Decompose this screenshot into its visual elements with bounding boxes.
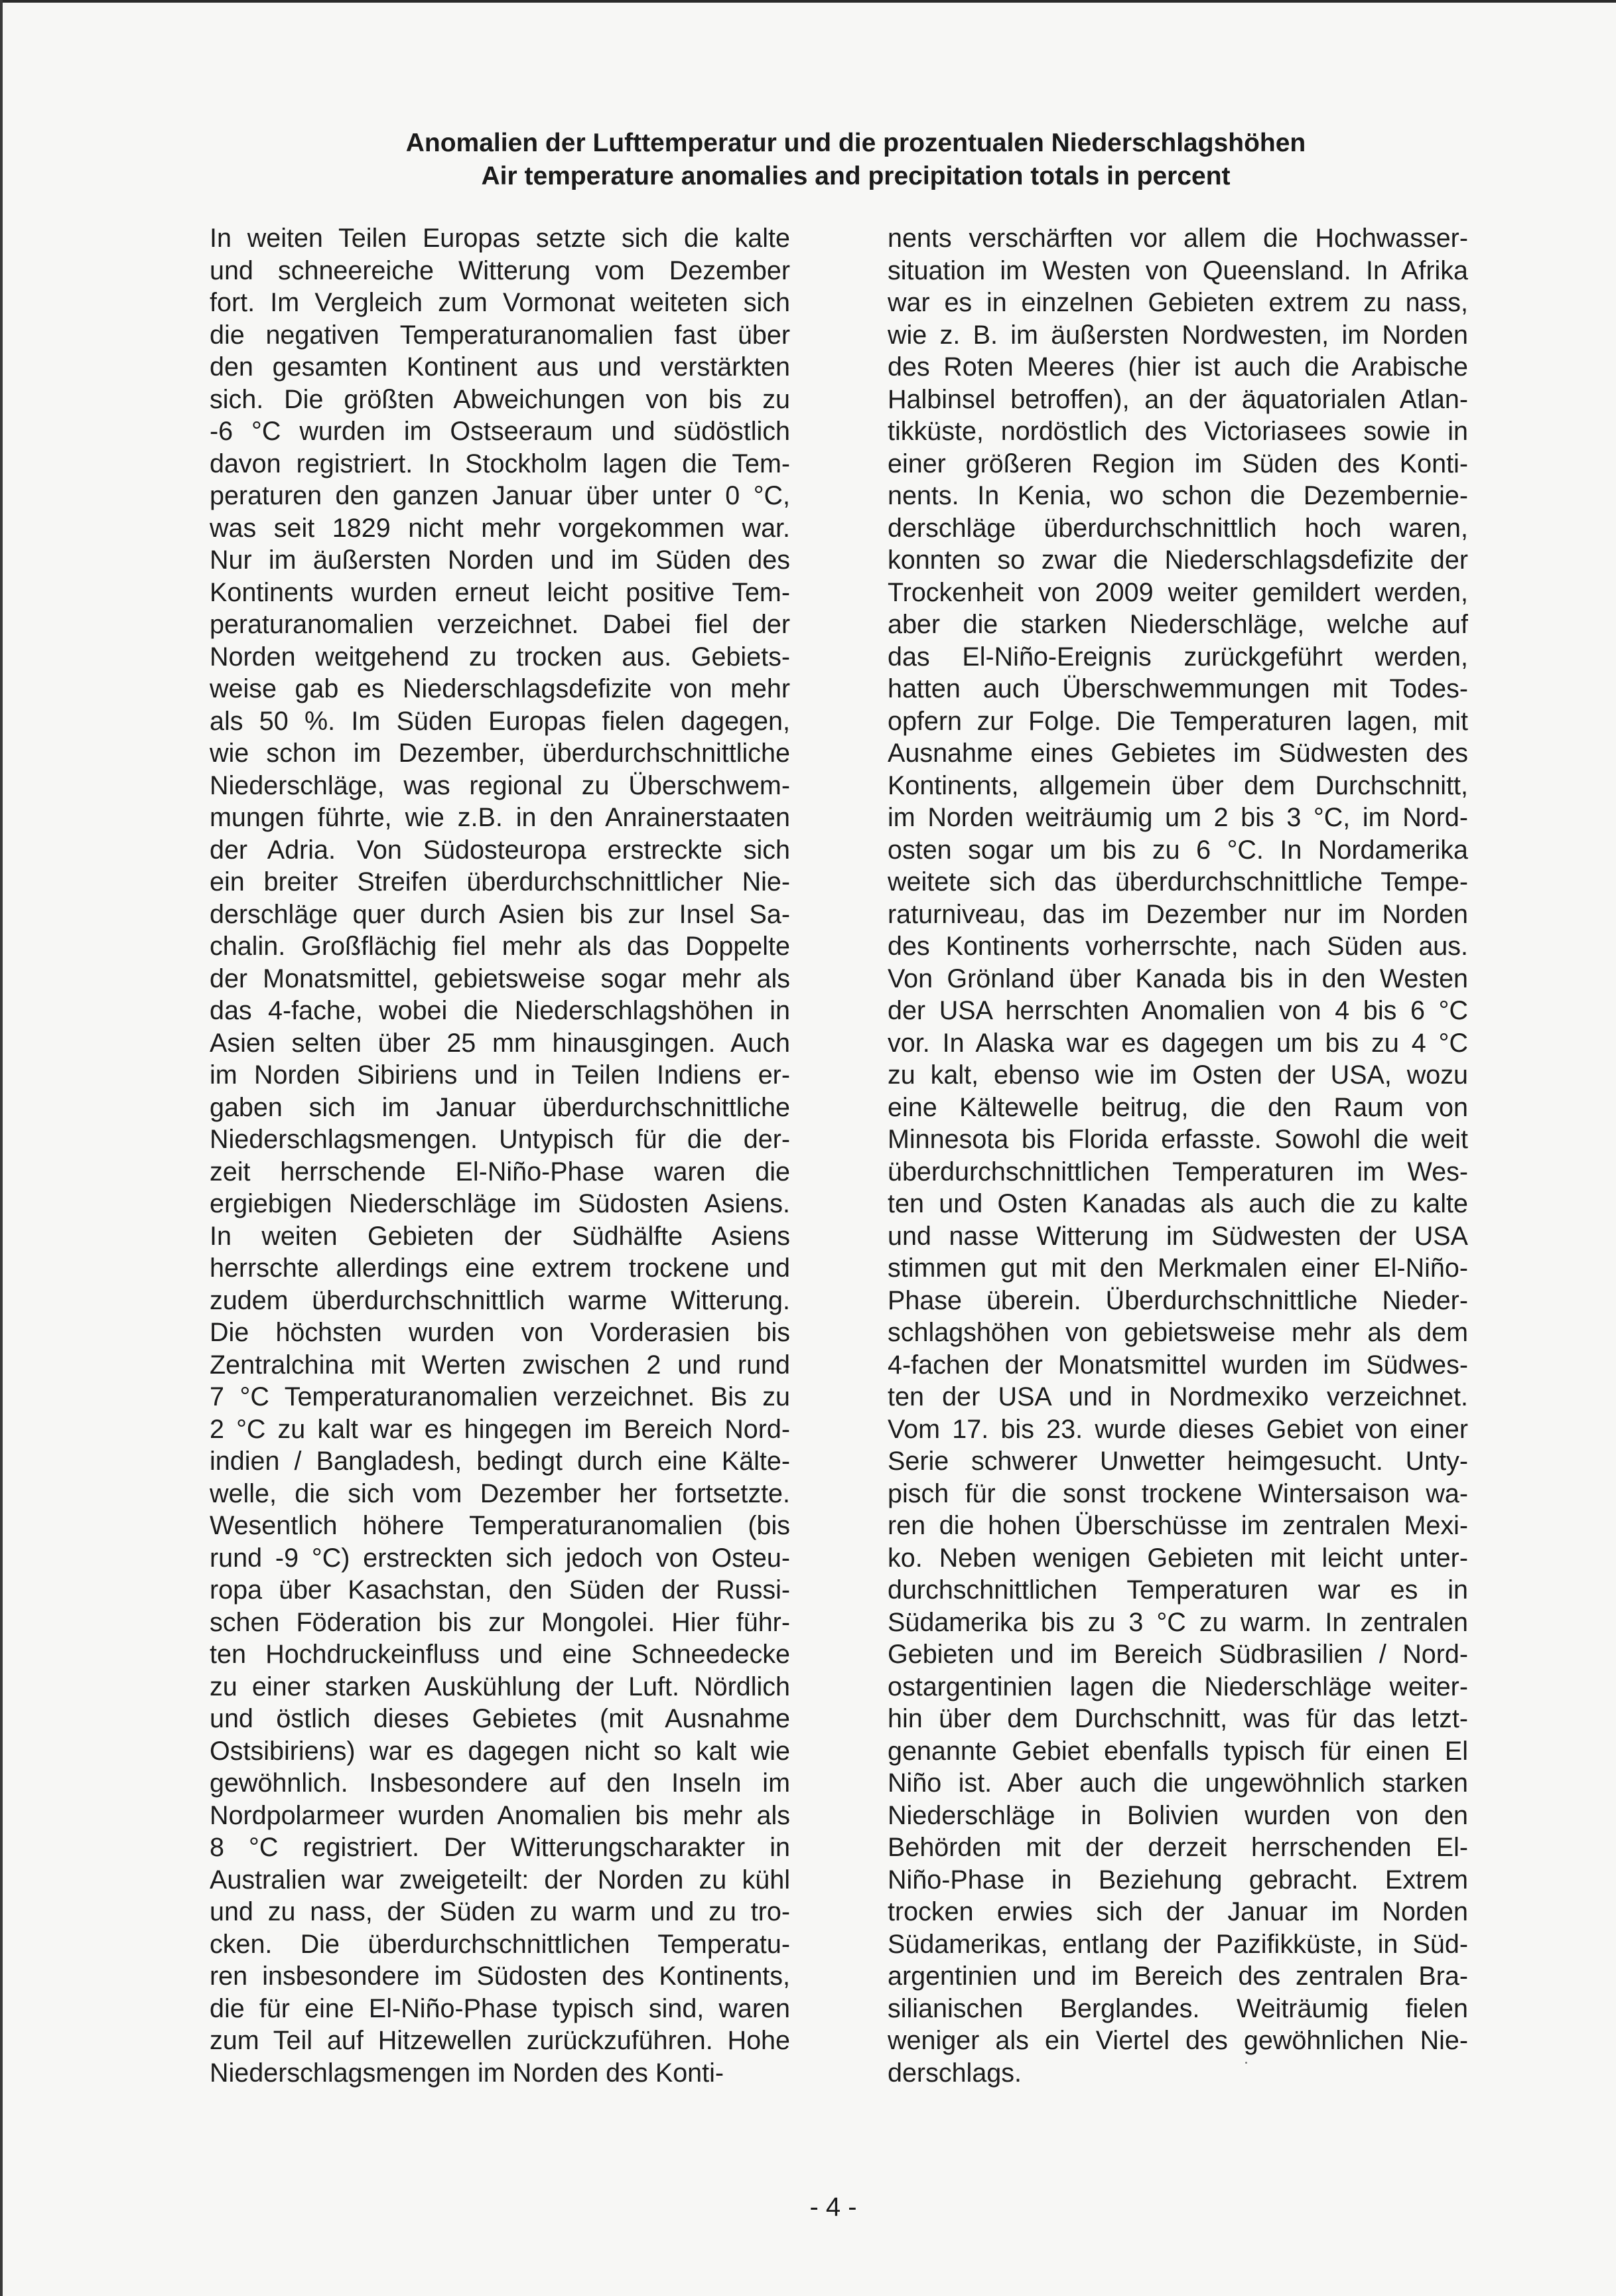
text-line: stimmen gut mit den Merkmalen einer El-Niño- [888, 1254, 1468, 1283]
text-line: In weiten Gebieten der Südhälfte Asiens [210, 1221, 790, 1251]
text-line: Asien selten über 25 mm hinausgingen. Auch [210, 1028, 790, 1058]
text-line: nents. In Kenia, wo schon die Dezembernie- [888, 481, 1468, 510]
text-line: indien / Bangladesh, bedingt durch eine Kälte- [210, 1447, 790, 1476]
text-line: zu einer starken Auskühlung der Luft. Nördlich [210, 1672, 790, 1701]
text-line: Niederschlagsmengen. Untypisch für die der- [210, 1125, 790, 1154]
text-line: herrschte allerdings eine extrem trockene und [210, 1254, 790, 1283]
text-line: Wesentlich höhere Temperaturanomalien (bis [210, 1511, 790, 1540]
text-line: Gebieten und im Bereich Südbrasilien / Nord- [888, 1640, 1468, 1669]
scan-border-top [0, 0, 1616, 3]
text-line: ergiebigen Niederschläge im Südosten Asiens. [210, 1189, 790, 1218]
text-line: Südamerikas, entlang der Pazifikküste, in Süd- [888, 1929, 1468, 1959]
text-line: Halbinsel betroffen), an der äquatorialen Atlan- [888, 384, 1468, 414]
text-line: Zentralchina mit Werten zwischen 2 und rund [210, 1350, 790, 1380]
text-line: ropa über Kasachstan, den Süden der Russi- [210, 1575, 790, 1605]
text-line: was seit 1829 nicht mehr vorgekommen war. [210, 513, 790, 543]
text-line: nents verschärften vor allem die Hochwasser- [888, 224, 1468, 253]
text-line: der Adria. Von Südosteuropa erstreckte sich [210, 835, 790, 865]
text-line: Von Grönland über Kanada bis in den Westen [888, 964, 1468, 993]
text-line: Niño-Phase in Beziehung gebracht. Extrem [888, 1865, 1468, 1895]
text-line: die für eine El-Niño-Phase typisch sind, waren [210, 1993, 790, 2023]
text-line: Niederschläge, was regional zu Überschwem- [210, 770, 790, 800]
text-line: im Norden Sibiriens und in Teilen Indiens er- [210, 1060, 790, 1090]
text-line: konnten so zwar die Niederschlagsdefizite der [888, 545, 1468, 575]
text-line: ten Hochdruckeinfluss und eine Schneedecke [210, 1640, 790, 1669]
text-line: raturniveau, das im Dezember nur im Norden [888, 899, 1468, 929]
text-line: peraturen den ganzen Januar über unter 0 °C, [210, 481, 790, 510]
text-line: ten und Osten Kanadas als auch die zu kalte [888, 1189, 1468, 1218]
text-line: trocken erwies sich der Januar im Norden [888, 1897, 1468, 1926]
text-line: 8 °C registriert. Der Witterungscharakter in [210, 1833, 790, 1862]
text-line: Vom 17. bis 23. wurde dieses Gebiet von einer [888, 1414, 1468, 1444]
text-line: zeit herrschende El-Niño-Phase waren die [210, 1157, 790, 1186]
text-line: Niño ist. Aber auch die ungewöhnlich starken [888, 1768, 1468, 1798]
text-line: ren die hohen Überschüsse im zentralen Mexi- [888, 1511, 1468, 1540]
text-line: vor. In Alaska war es dagegen um bis zu 4 °C [888, 1028, 1468, 1058]
text-line: Die höchsten wurden von Vorderasien bis [210, 1318, 790, 1347]
text-line: Serie schwerer Unwetter heimgesucht. Unty- [888, 1447, 1468, 1476]
text-line: weniger als ein Viertel des gewöhnlichen Nie- [888, 2026, 1468, 2055]
text-line: tikküste, nordöstlich des Victoriasees sowie in [888, 417, 1468, 446]
text-line: Nur im äußersten Norden und im Süden des [210, 545, 790, 575]
text-line: In weiten Teilen Europas setzte sich die kalte [210, 224, 790, 253]
text-line: das El-Niño-Ereignis zurückgeführt werden, [888, 642, 1468, 672]
text-line: des Kontinents vorherrschte, nach Süden aus. [888, 932, 1468, 961]
text-line: osten sogar um bis zu 6 °C. In Nordamerika [888, 835, 1468, 865]
text-line: hatten auch Überschwemmungen mit Todes- [888, 674, 1468, 703]
text-line: ostargentinien lagen die Niederschläge weiter- [888, 1672, 1468, 1701]
text-line: cken. Die überdurchschnittlichen Temperatu- [210, 1929, 790, 1959]
text-line: wie z. B. im äußersten Nordwesten, im Norden [888, 320, 1468, 350]
title-english: Air temperature anomalies and precipitation totals in percent [481, 162, 1231, 190]
text-line: Südamerika bis zu 3 °C zu warm. In zentralen [888, 1607, 1468, 1637]
text-line: zum Teil auf Hitzewellen zurückzuführen. Hohe [210, 2026, 790, 2055]
text-line: Niederschläge in Bolivien wurden von den [888, 1800, 1468, 1830]
text-line: argentinien und im Bereich des zentralen Bra- [888, 1962, 1468, 1991]
text-line: chalin. Großflächig fiel mehr als das Doppelte [210, 932, 790, 961]
title-german: Anomalien der Lufttemperatur und die prozentualen Niederschlagshöhen [405, 129, 1306, 157]
text-line: wie schon im Dezember, überdurchschnittliche [210, 739, 790, 768]
text-line: Minnesota bis Florida erfasste. Sowohl die weit [888, 1125, 1468, 1154]
text-line: fort. Im Vergleich zum Vormonat weiteten sich [210, 288, 790, 317]
text-line: Norden weitgehend zu trocken aus. Gebiets- [210, 642, 790, 672]
text-line: eine Kältewelle beitrug, die den Raum von [888, 1092, 1468, 1122]
text-line: 2 °C zu kalt war es hingegen im Bereich Nord- [210, 1414, 790, 1444]
text-line: weise gab es Niederschlagsdefizite von mehr [210, 674, 790, 703]
text-line: hin über dem Durchschnitt, was für das letzt- [888, 1704, 1468, 1733]
text-line: Ausnahme eines Gebietes im Südwesten des [888, 739, 1468, 768]
text-line: ko. Neben wenigen Gebieten mit leicht unter- [888, 1543, 1468, 1573]
text-line: als 50 %. Im Süden Europas fielen dagegen, [210, 706, 790, 736]
text-line: Behörden mit der derzeit herrschenden El- [888, 1833, 1468, 1862]
text-line: peraturanomalien verzeichnet. Dabei fiel der [210, 610, 790, 639]
text-line: Kontinents, allgemein über dem Durchschnitt, [888, 770, 1468, 800]
text-line: die negativen Temperaturanomalien fast über [210, 320, 790, 350]
scan-speck [1245, 2062, 1247, 2064]
text-line: situation im Westen von Queensland. In Afrika [888, 255, 1468, 285]
text-line: davon registriert. In Stockholm lagen die Tem- [210, 449, 790, 478]
text-line: sich. Die größten Abweichungen von bis zu [210, 384, 790, 414]
text-line: Trockenheit von 2009 weiter gemildert werden, [888, 577, 1468, 607]
text-line: silianischen Berglandes. Weiträumig fielen [888, 1993, 1468, 2023]
text-line: rund -9 °C) erstreckten sich jedoch von Osteu- [210, 1543, 790, 1573]
text-line: den gesamten Kontinent aus und verstärkten [210, 352, 790, 382]
text-column-right [888, 222, 1468, 2089]
text-line: derschläge überdurchschnittlich hoch waren, [888, 513, 1468, 543]
page-number: - 4 - [809, 2192, 857, 2222]
text-line: schlagshöhen von gebietsweise mehr als dem [888, 1318, 1468, 1347]
text-line: Kontinents wurden erneut leicht positive Tem- [210, 577, 790, 607]
text-line: war es in einzelnen Gebieten extrem zu nass, [888, 288, 1468, 317]
text-line: aber die starken Niederschläge, welche auf [888, 610, 1468, 639]
text-line: durchschnittlichen Temperaturen war es in [888, 1575, 1468, 1605]
text-line: überdurchschnittlichen Temperaturen im Wes- [888, 1157, 1468, 1186]
text-line: des Roten Meeres (hier ist auch die Arabische [888, 352, 1468, 382]
text-line: der Monatsmittel, gebietsweise sogar mehr als [210, 964, 790, 993]
text-line: opfern zur Folge. Die Temperaturen lagen, mit [888, 706, 1468, 736]
text-line: gewöhnlich. Insbesondere auf den Inseln im [210, 1768, 790, 1798]
text-line: gaben sich im Januar überdurchschnittliche [210, 1092, 790, 1122]
text-line: ren insbesondere im Südosten des Kontinents, [210, 1962, 790, 1991]
text-line: und zu nass, der Süden zu warm und zu tro- [210, 1897, 790, 1926]
text-line: und nasse Witterung im Südwesten der USA [888, 1221, 1468, 1251]
text-line: Ostsibiriens) war es dagegen nicht so kalt wie [210, 1736, 790, 1766]
text-line: derschläge quer durch Asien bis zur Insel Sa- [210, 899, 790, 929]
text-column-left [210, 222, 790, 2089]
text-line: Phase überein. Überdurchschnittliche Nieder- [888, 1285, 1468, 1315]
text-line: 7 °C Temperaturanomalien verzeichnet. Bis zu [210, 1382, 790, 1411]
text-line: zu kalt, ebenso wie im Osten der USA, wozu [888, 1060, 1468, 1090]
text-line: schen Föderation bis zur Mongolei. Hier führ- [210, 1607, 790, 1637]
text-line: mungen führte, wie z.B. in den Anrainerstaaten [210, 803, 790, 832]
text-line: Nordpolarmeer wurden Anomalien bis mehr als [210, 1800, 790, 1830]
text-line: und östlich dieses Gebietes (mit Ausnahme [210, 1704, 790, 1733]
text-line: ten der USA und in Nordmexiko verzeichnet. [888, 1382, 1468, 1411]
text-line: weitete sich das überdurchschnittliche Tempe- [888, 867, 1468, 897]
text-line: -6 °C wurden im Ostseeraum und südöstlich [210, 417, 790, 446]
text-line: einer größeren Region im Süden des Konti- [888, 449, 1468, 478]
text-line: pisch für die sonst trockene Wintersaison wa- [888, 1478, 1468, 1508]
text-line: Niederschlagsmengen im Norden des Konti- [210, 2058, 724, 2088]
text-line: welle, die sich vom Dezember her fortsetzte. [210, 1478, 790, 1508]
text-line: derschlags. [888, 2058, 1022, 2088]
text-line: zudem überdurchschnittlich warme Witterung. [210, 1285, 790, 1315]
text-line: das 4-fache, wobei die Niederschlagshöhen in [210, 996, 790, 1025]
text-line: der USA herrschten Anomalien von 4 bis 6 °C [888, 996, 1468, 1025]
text-line: im Norden weiträumig um 2 bis 3 °C, im Nord- [888, 803, 1468, 832]
text-line: und schneereiche Witterung vom Dezember [210, 255, 790, 285]
text-line: 4-fachen der Monatsmittel wurden im Südwes- [888, 1350, 1468, 1380]
text-line: Australien war zweigeteilt: der Norden zu kühl [210, 1865, 790, 1895]
text-line: genannte Gebiet ebenfalls typisch für einen El [888, 1736, 1468, 1766]
scan-border-left [0, 0, 3, 2296]
text-line: ein breiter Streifen überdurchschnittlicher Nie- [210, 867, 790, 897]
